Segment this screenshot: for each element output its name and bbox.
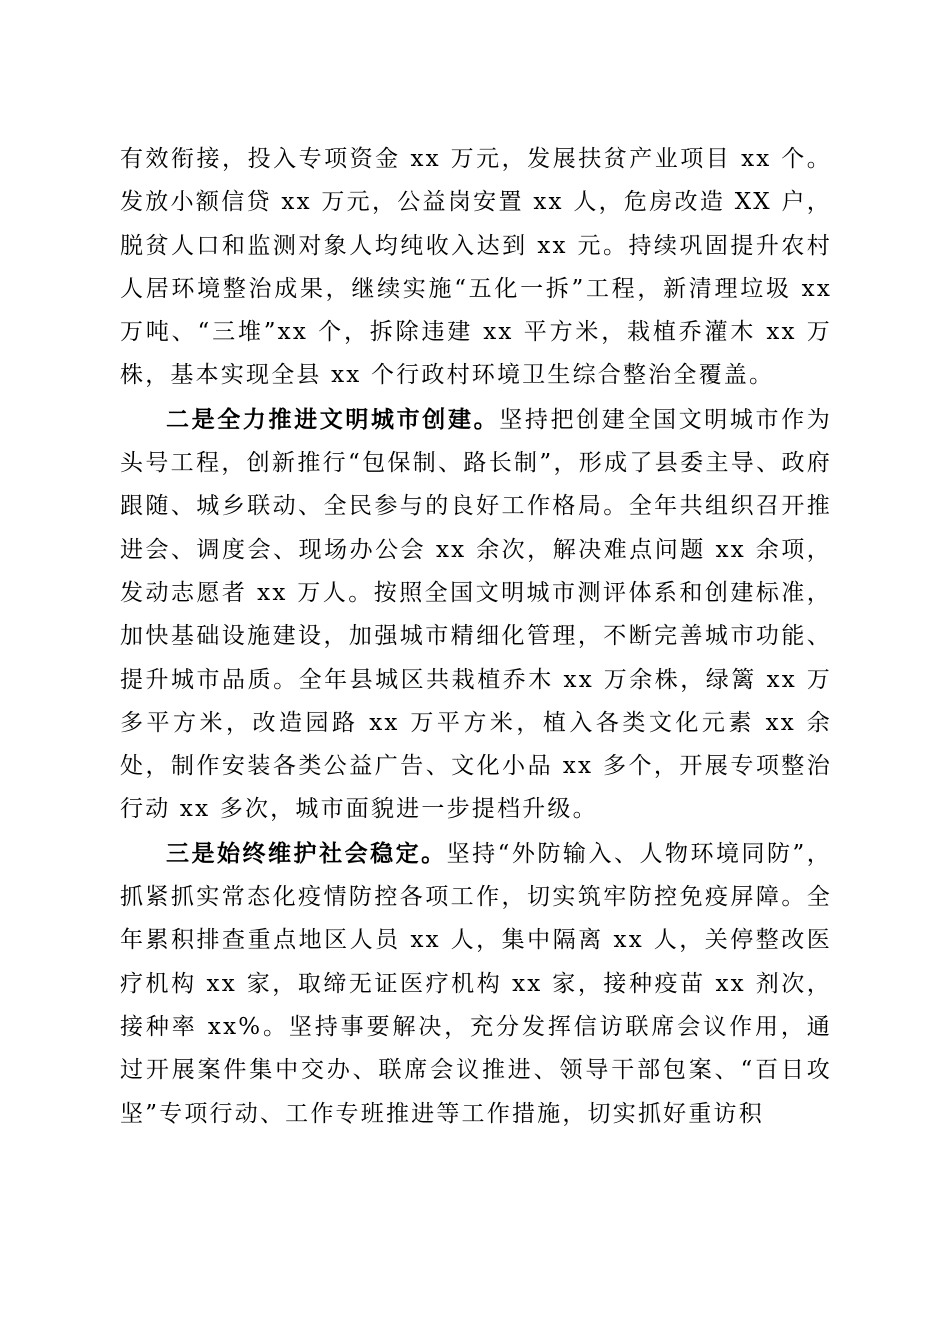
document-body [120, 138, 832, 1136]
paragraph-text: 有效衔接，投入专项资金 xx 万元，发展扶贫产业项目 xx 个。发放小额信贷 xx 万元，公益岗安置 xx 人，危房改造 XX 户，脱贫人口和监测对象人均纯收入达到 xx 元。持续巩固提升农村人居环境整治成果，继续实施“五化一拆”工程，新清理垃圾 xx 万吨、“三堆”xx 个，拆除违建 xx 平方米，栽植乔灌木 xx 万株，基本实现全县 xx 个行政村环境卫生综合整治全覆盖。 [120, 146, 832, 389]
paragraph-lead-heading: 三是始终维护社会稳定。 [166, 839, 447, 867]
paragraph-civilized-city [120, 398, 832, 832]
paragraph-lead-heading: 二是全力推进文明城市创建。 [166, 405, 500, 433]
paragraph-social-stability [120, 832, 832, 1136]
paragraph-continuation [120, 138, 832, 398]
paragraph-text: 坚持把创建全国文明城市作为头号工程，创新推行“包保制、路长制”，形成了县委主导、政府跟随、城乡联动、全民参与的良好工作格局。全年共组织召开推进会、调度会、现场办公会 xx 余次，解决难点问题 xx 余项，发动志愿者 xx 万人。按照全国文明城市测评体系和创建标准，加快基础设施建设，加强城市精细化管理，不断完善城市功能、提升城市品质。全年县城区共栽植乔木 xx 万余株，绿篱 xx 万多平方米，改造园路 xx 万平方米，植入各类文化元素 xx 余处，制作安装各类公益广告、文化小品 xx 多个，开展专项整治行动 xx 多次，城市面貌进一步提档升级。 [120, 406, 832, 823]
paragraph-text: 坚持“外防输入、人物环境同防”，抓紧抓实常态化疫情防控各项工作，切实筑牢防控免疫屏障。全年累积排查重点地区人员 xx 人，集中隔离 xx 人，关停整改医疗机构 xx 家，取缔无证医疗机构 xx 家，接种疫苗 xx 剂次，接种率 xx%。坚持事要解决，充分发挥信访联席会议作用，通过开展案件集中交办、联席会议推进、领导干部包案、“百日攻坚”专项行动、工作专班推进等工作措施，切实抓好重访积 [120, 840, 833, 1127]
